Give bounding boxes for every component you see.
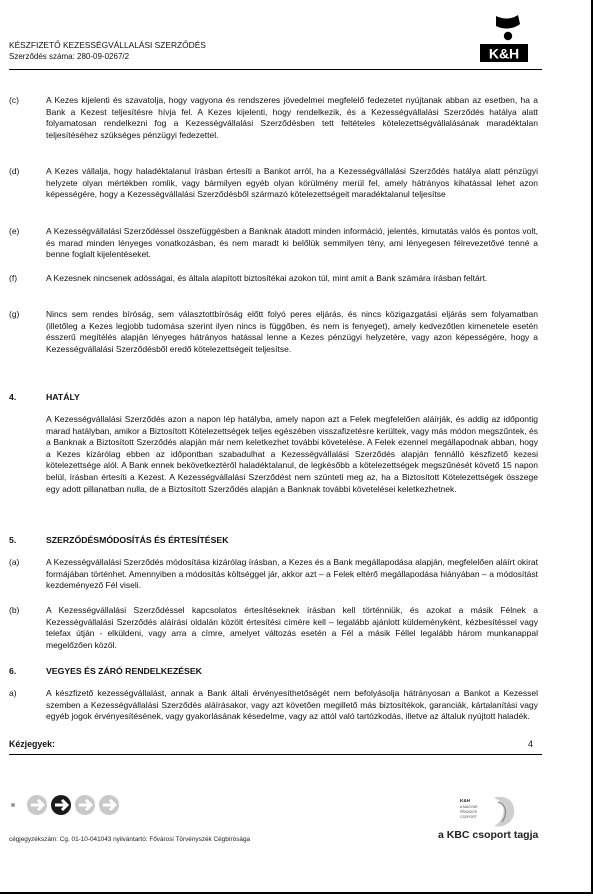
document-title: KÉSZFIZETŐ KEZESSÉGVÁLLALÁSI SZERZŐDÉS [9, 40, 206, 50]
svg-text:K&H: K&H [460, 798, 470, 803]
svg-text:A MAGYAR: A MAGYAR [460, 805, 478, 809]
page-number: 4 [528, 739, 534, 749]
clause-g [9, 309, 538, 355]
clause-f [9, 273, 538, 285]
clause-text: A készfizető kezességvállalást, annak a Bank általi érvényesíthetőségét nem befolyásolja hátrányosan a Bankot a Kezessel szemben a Kezességvállalási Szerződés aláírásakor, vagy azt követően megillető más biztosítékok, garanciák, kártalanítási vagy egyéb jogok érvényesítésének, vagy gyakorlásának késedelme, vagy az attól való tartózkodás, illetve az általuk nyújtott haladék. [46, 688, 538, 722]
section-number: 6. [9, 666, 17, 676]
clause-text: A Kezességvállalási Szerződéssel összefüggésben a Banknak átadott minden információ, jelentés, kimutatás valós és pontos volt, és marad minden lényeges vonatkozásban, és nem maradt ki belőlük semmilyen tény, ami lényegesen félrevezetővé tenné a benne foglalt kijelentéseket. [46, 226, 538, 260]
section-title: VEGYES ÉS ZÁRÓ RENDELKEZÉSEK [46, 666, 202, 676]
header-divider [9, 69, 542, 70]
initials-label: Kézjegyek: [9, 739, 55, 749]
clause-label: (f) [9, 273, 18, 283]
clause-text: A Kezesnek nincsenek adósságai, és általa alapított biztosítékai azokon túl, mint amit a Bank számára írásban feltárt. [46, 273, 488, 283]
arrow-right-icon [27, 795, 47, 815]
clause-text: A Kezes kijelenti és szavatolja, hogy vagyona és rendszeres jövedelmei megfelelő fedezetet nyújtanak abban az esetben, ha a Bank a Kezest teljesítésre hívja fel. A Kezes kijelenti, hogy rendelkezik, és a Kezességvállalási Szerződés hatálya alatt folyamatosan rendelkezni fog a Kezességvállalási Szerződésben tett feltételes kötelezettségvállalásának maradéktalan teljesítéséhez szükséges pénzügyi fedezettel. [46, 95, 538, 140]
section-6-heading [9, 665, 202, 677]
clause-text: Nincs sem rendes bíróság, sem választottbíróság előtt folyó peres eljárás, és nincs közigazgatási eljárás sem folyamatban (illetőleg a Kezes legjobb tudomása szerint ilyen nincs is függőben, és nem is fenyeget), amely kedvezőtlen kimenetele esetén ésszerű megítélés alapján lényeges hátrányos hatással lenne a Kezes pénzügyi helyzetére, vagy azon képességére, hogy a Kezességvállalási Szerződésből eredő kötelezettségeit teljesítse. [46, 309, 538, 354]
clause-d [9, 166, 538, 201]
section-4-text: A Kezességvállalási Szerződés azon a napon lép hatályba, amely napon azt a Felek megfelelően aláírják, és addig az időpontig marad hatályban, amikor a Biztosított Kötelezettségek teljes egészében visszafizetésre kerültek, vagy más módon megszűntek, és a Banknak a Biztosított Szerződés alapján már nem keletkezhet további követelése. A Felek ezennel megállapodnak abban, hogy a Kezes kizárólag ebben az időpontban szabadulhat a Kezességvállalási Szerződés alapján fennálló készfizető kezesi kötelezettsége alól. A Bank ennek bekövetkeztéről haladéktalanul, de legkésőbb a kötelezettségek megszűnését követő 15 napon belül, írásban értesíti a Kezest. A Kezességvállalási Szerződést nem szünteti meg az, ha a Biztosított Kötelezettségek összege egy adott pillanatban nulla, de a Biztosított Szerződés alapján a Banknak további követelései keletkezhetnek. [46, 414, 538, 494]
contract-number: Szerződés száma: 280-09-0267/2 [9, 52, 130, 61]
svg-text:CSOPORT: CSOPORT [460, 815, 477, 819]
clause-c [9, 95, 538, 141]
clause-label: (b) [9, 605, 20, 615]
section-title: SZERZŐDÉSMÓDOSÍTÁS ÉS ÉRTESÍTÉSEK [46, 535, 229, 545]
clause-label: (c) [9, 95, 19, 105]
section-title: HATÁLY [46, 392, 80, 402]
arrow-right-icon [75, 795, 95, 815]
dot-icon [11, 803, 15, 807]
navigation-arrows [9, 793, 129, 817]
logo-text: K&H [488, 45, 520, 62]
section-4-heading [9, 391, 80, 403]
section-number: 4. [9, 392, 17, 402]
kh-logo [474, 14, 536, 64]
clause-text: A Kezességvállalási Szerződéssel kapcsolatos értesítéseknek írásban kell történniük, és azokat a másik Félnek a Kezességvállalási Szerződés aláírási oldalán közölt értesítési címére kell – legalább ajánlott küldeményként, kézbesítéssel vagy telefax útján - elküldeni, vagy arra a címre, amelyet változás esetén a Fél a másik Féllel legalább három munkanappal megelőzően közöl. [46, 605, 538, 650]
kh-group-badge [458, 790, 520, 830]
clause-label: a) [9, 688, 17, 698]
arrow-right-icon [99, 795, 119, 815]
clause-label: (e) [9, 226, 20, 236]
clause-text: A Kezességvállalási Szerződés módosítása kizárólag írásban, a Kezes és a Bank megállapodása alapján, megfelelően aláírt okirat formájában történhet. Amennyiben a módosítás költséggel jár, akkor azt – a Felek eltérő megállapodása hiányában – a módosítást kezdeményező Fél viseli. [46, 557, 538, 591]
svg-text:PÉNZÜGYI: PÉNZÜGYI [460, 810, 478, 814]
clause-text: A Kezes vállalja, hogy haladéktalanul írásban értesíti a Bankot arról, ha a Kezességvállalási Szerződés hatálya alatt pénzügyi helyzete olyan mértékben romlik, vagy bármilyen egyéb olyan körülmény merül fel, amely hátrányos kihatással lehet azon képességére, hogy a Kezességvállalási Szerződésből származó kötelezettségeit maradéktalanul teljesítse [46, 166, 538, 200]
clause-label: (g) [9, 309, 20, 319]
section-number: 5. [9, 535, 17, 545]
footer-divider [9, 754, 542, 755]
clause-e [9, 226, 538, 261]
clause-5a [9, 557, 538, 592]
clause-6a [9, 688, 538, 723]
company-registry: cégjegyzékszám: Cg. 01-10-041043 nyilvántartó: Fővárosi Törvényszék Cégbírósága [9, 836, 251, 843]
section-5-heading [9, 534, 228, 546]
kbc-tagline: a KBC csoport tagja [438, 829, 539, 841]
arrow-right-icon [51, 795, 71, 815]
clause-5b [9, 605, 538, 651]
clause-label: (a) [9, 557, 20, 567]
clause-label: (d) [9, 166, 20, 176]
